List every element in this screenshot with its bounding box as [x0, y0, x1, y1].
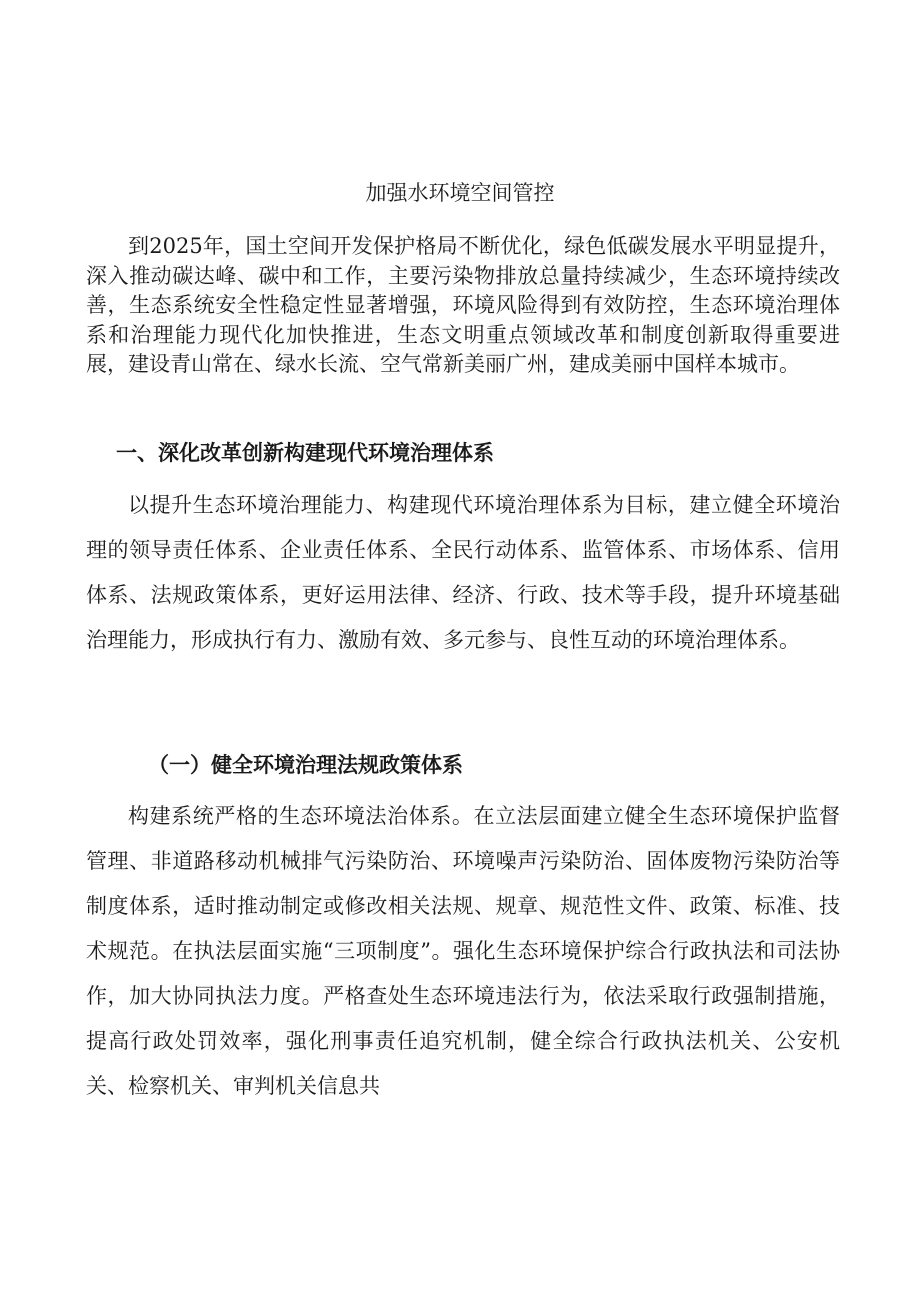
- document-title: 加强水环境空间管控: [365, 181, 555, 205]
- subsection-heading-1: （一）健全环境治理法规政策体系: [148, 752, 463, 777]
- section-heading-1: 一、深化改革创新构建现代环境治理体系: [116, 440, 494, 465]
- subsection-1-paragraph: 构建系统严格的生态环境法治体系。在立法层面建立健全生态环境保护监督管理、非道路移动机械排气污染防治、环境噪声污染防治、固体废物污染防治等制度体系，适时推动制定或修改相关法规、规章、规范性文件、政策、标准、技术规范。在执法层面实施“三项制度”。强化生态环境保护综合行政执法和司法协作，加大协同执法力度。严格查处生态环境违法行为，依法采取行政强制措施，提高行政处罚效率，强化刑事责任追究机制，健全综合行政执法机关、公安机关、检察机关、审判机关信息共: [86, 804, 840, 1098]
- intro-paragraph: 到2025年，国土空间开发保护格局不断优化，绿色低碳发展水平明显提升，深入推动碳达峰、碳中和工作，主要污染物排放总量持续减少，生态环境持续改善，生态系统安全性稳定性显著增强，环境风险得到有效防控，生态环境治理体系和治理能力现代化加快推进，生态文明重点领域改革和制度创新取得重要进展，建设青山常在、绿水长流、空气常新美丽广州，建成美丽中国样本城市。: [86, 234, 840, 377]
- section-1-paragraph: 以提升生态环境治理能力、构建现代环境治理体系为目标，建立健全环境治理的领导责任体系、企业责任体系、全民行动体系、监管体系、市场体系、信用体系、法规政策体系，更好运用法律、经济、行政、技术等手段，提升环境基础治理能力，形成执行有力、激励有效、多元参与、良性互动的环境治理体系。: [86, 493, 840, 652]
